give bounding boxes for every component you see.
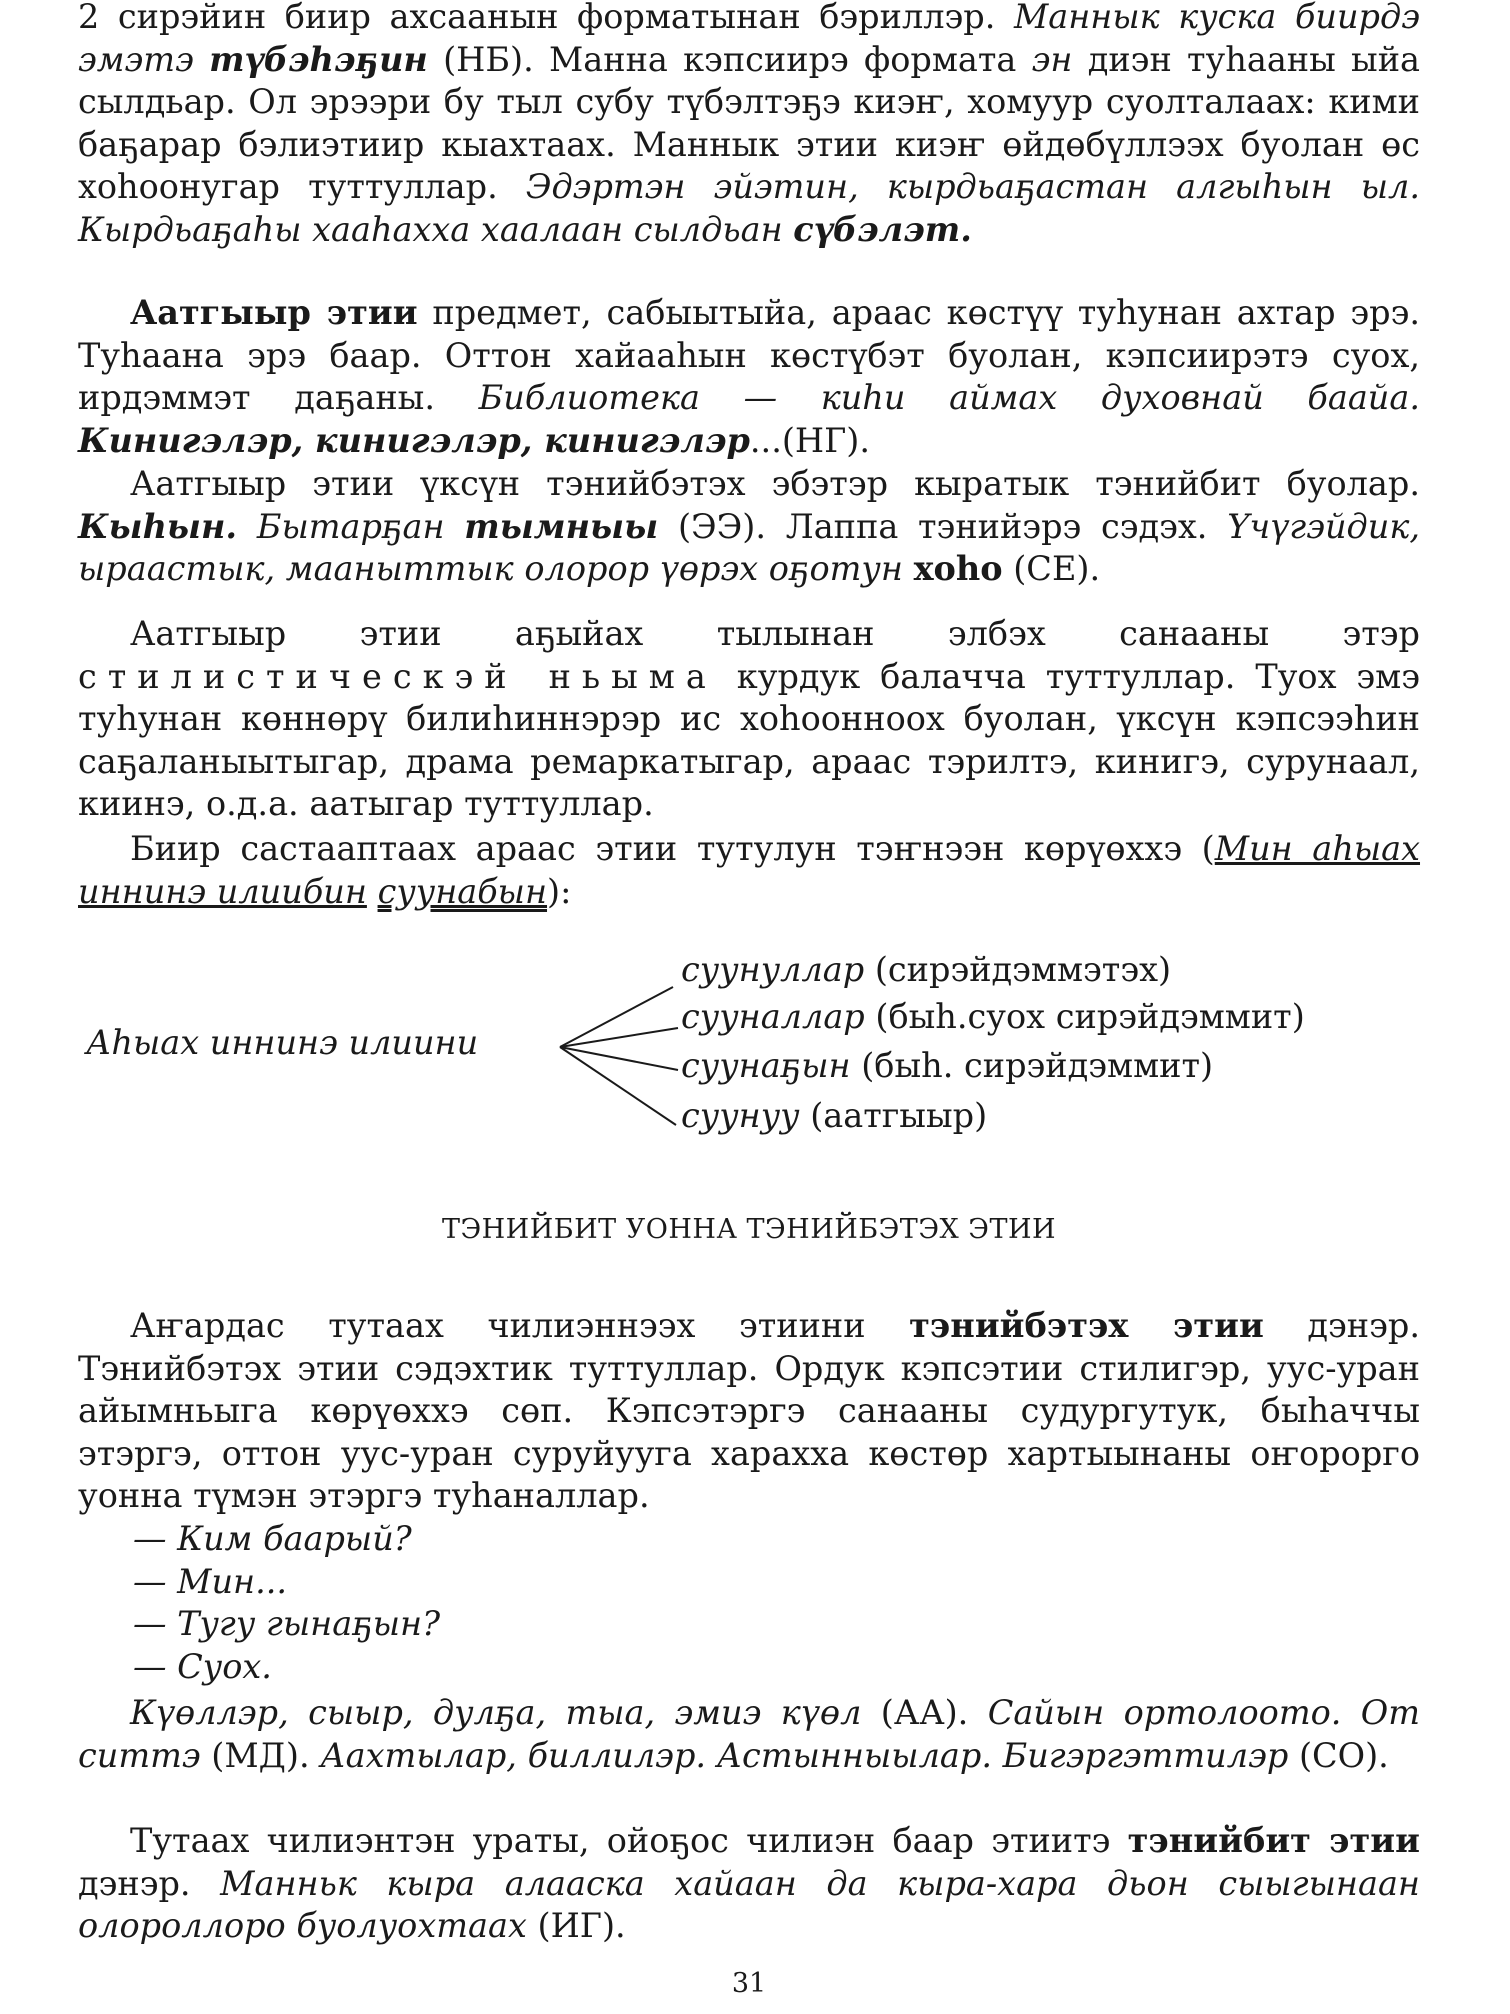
section-heading: ТЭНИЙБИТ УОННА ТЭНИЙБЭТЭХ ЭТИИ [441,1214,1057,1245]
paragraph-8: Тутаах чилиэнтэн ураты, ойоҕос чилиэн баар этиитэ тэнийбит этии дэнэр. Манньк кыра алааска хайаан да кыра-хара дьон сыыгынаан олороллоро буолуохтаах (ИГ). [78,1821,1420,1945]
diagram-item: сууналлар (быһ.суох сирэйдэммит) [681,997,1305,1036]
dialog-line: — Суох. [133,1646,272,1686]
diagram-branches [558,985,688,1135]
paragraph-1: 2 сирэйин биир ахсаанын форматынан бэриллэр. Маннык куска биирдэ эмэтэ түбэһэҕин (НБ). Манна кэпсиирэ формата эн диэн туһааны ыйа сылдьар. Ол эрээри бу тыл субу түбэлтэҕэ киэҥ, хомуур суолталаах: кими баҕарар бэлиэтиир кыахтаах. Маннык этии киэҥ өйдөбүллээх буолан өс хоһоонугар туттуллар. Эдэртэн эйэтин, кырдьаҕастан алгыһын ыл. Кырдьаҕаһы хааһахха хаалаан сылдьан сүбэлэт. [78,0,1420,249]
diagram-item: суунаҕын (быһ. сирэйдэммит) [681,1046,1214,1085]
diagram-item: суунуу (аатгыыр) [681,1096,988,1135]
paragraph-7: Күөллэр, сыыр, дулҕа, тыа, эмиэ күөл (АА). Сайын ортолоото. От ситтэ (МД). Аахтылар, биллилэр. Астынныылар. Бигэргэттилэр (СО). [78,1693,1421,1775]
dialog-line: — Ким баарый? [133,1519,412,1558]
paragraph-5: Биир састааптаах араас этии тутулун тэҥнээн көрүөххэ (Мин аһыах иннинэ илиибин суунабын): [78,829,1421,911]
dialog [78,1518,1420,1688]
dialog-line: — Тугу гынаҕын? [133,1604,441,1643]
diagram-root: Аһыах иннинэ илиини [86,1023,479,1062]
diagram-item: суунуллар (сирэйдэммэтэх) [681,950,1172,989]
paragraph-2: Аатгыыр этии предмет, сабыытыйа, араас көстүү туһунан ахтар эрэ. Туһаана эрэ баар. Оттон хайааһын көстүбэт буолан, кэпсиирэтэ суох, ирдэммэт даҕаны. Библиотека — киһи аймах духовнай баайа. Кинигэлэр, кинигэлэр, кинигэлэр...(НГ). [78,293,1421,460]
page-number: 31 [731,1968,767,1999]
paragraph-3: Аатгыыр этии үксүн тэнийбэтэх эбэтэр кыратык тэнийбит буолар. Кыһын. Бытарҕан тымныы (ЭЭ). Лаппа тэнийэрэ сэдэх. Үчүгэйдик, ыраастык, мааныттык олорор үөрэх оҕотун хоһо (СЕ). [78,464,1421,588]
paragraph-6: Аҥардас тутаах чилиэннээх этиини тэнийбэтэх этии дэнэр. Тэнийбэтэх этии сэдэхтик туттуллар. Ордук кэпсэтии стилигэр, уус-уран айымньыга көрүөххэ сөп. Кэпсэтэргэ санааны судургутук, быһаччы этэргэ, оттон уус-уран суруйууга харахха көстөр хартыынаны оҥорорго уонна түмэн этэргэ туһаналлар. [78,1306,1420,1515]
paragraph-4: Аатгыыр этии аҕыйах тылынан элбэх санааны этэр стилистическэй ньыма курдук балачча туттуллар. Туох эмэ туһунан көннөрү билиһиннэрэр ис хоһоонноох буолан, үксүн кэпсээһин саҕаланыытыгар, драма ремаркатыгар, араас тэрилтэ, кинигэ, сурунаал, киинэ, о.д.а. аатыгар туттуллар. [78,614,1420,823]
dialog-line: — Мин... [133,1561,288,1601]
